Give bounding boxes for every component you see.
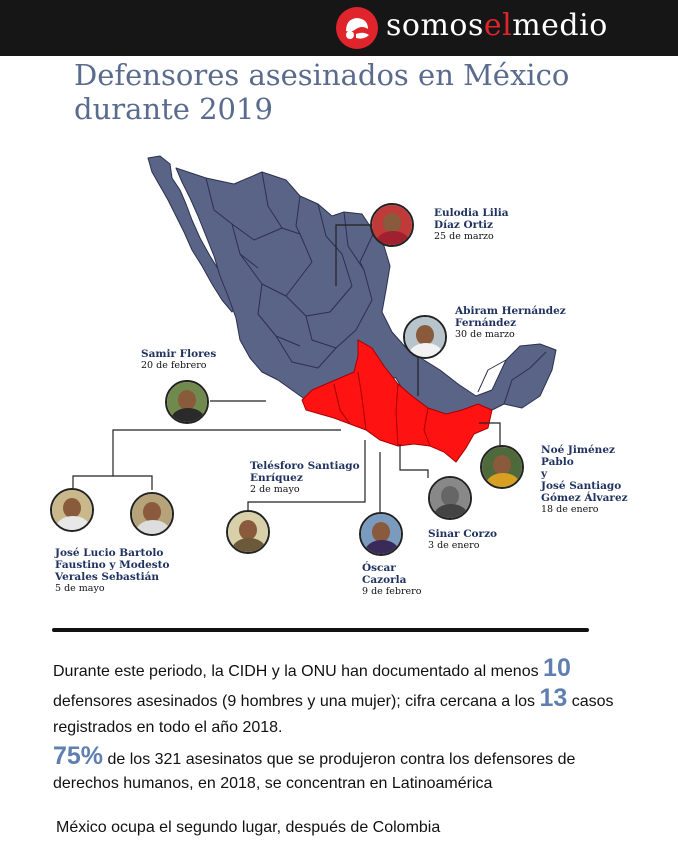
victim-photo-noe-jose [480,445,524,489]
brand-name[interactable]: somoselmedio [386,8,608,43]
victim-photo-samir [165,380,209,424]
victim-label-sinar: Sinar Corzo 3 de enero [428,528,498,551]
victim-photo-eulodia [370,203,414,247]
victim-label-abiram: Abiram Hernández Fernández 30 de marzo [455,305,566,340]
stat-paragraph-cidh-onu: Durante este periodo, la CIDH y la ONU han documentado al menos 10 defensores asesinados (9 hombres y una mujer); cifra cercana a los 13 casos registrados en todo el año 2018. [53,654,614,736]
victim-label-samir: Samir Flores 20 de febrero [141,348,217,371]
stat-number-10: 10 [543,654,571,682]
victim-photo-sinar [428,476,472,520]
section-divider [52,628,589,632]
victim-photo-jose-lucio [50,488,94,532]
victim-label-jose-lucio-modesto: José Lucio Bartolo Faustino y Modesto Verales Sebastián 5 de mayo [55,547,170,594]
victim-label-eulodia: Eulodia Lilia Díaz Ortiz 25 de marzo [434,207,509,242]
page-title: Defensores asesinados en México durante 2019 [74,58,570,126]
stat-number-75-percent: 75% [53,742,104,770]
stat-number-13: 13 [539,684,568,712]
victim-photo-modesto [130,492,174,536]
stat-paragraph-ranking: México ocupa el segundo lugar, después de Colombia [56,819,441,836]
victim-label-oscar: Óscar Cazorla 9 de febrero [362,562,422,597]
victim-photo-telesforo [226,510,270,554]
victim-photo-oscar [359,512,403,556]
stat-paragraph-latinoamerica: 75% de los 321 asesinatos que se produjeron contra los defensores de derechos humanos, en 2018, se concentran en Latinoamérica [53,742,576,792]
victim-label-noe-jose: Noé Jiménez Pablo y José Santiago Gómez Álvarez 18 de enero [541,444,628,515]
victim-photo-abiram [403,315,447,359]
victim-label-telesforo: Telésforo Santiago Enríquez 2 de mayo [250,460,360,495]
